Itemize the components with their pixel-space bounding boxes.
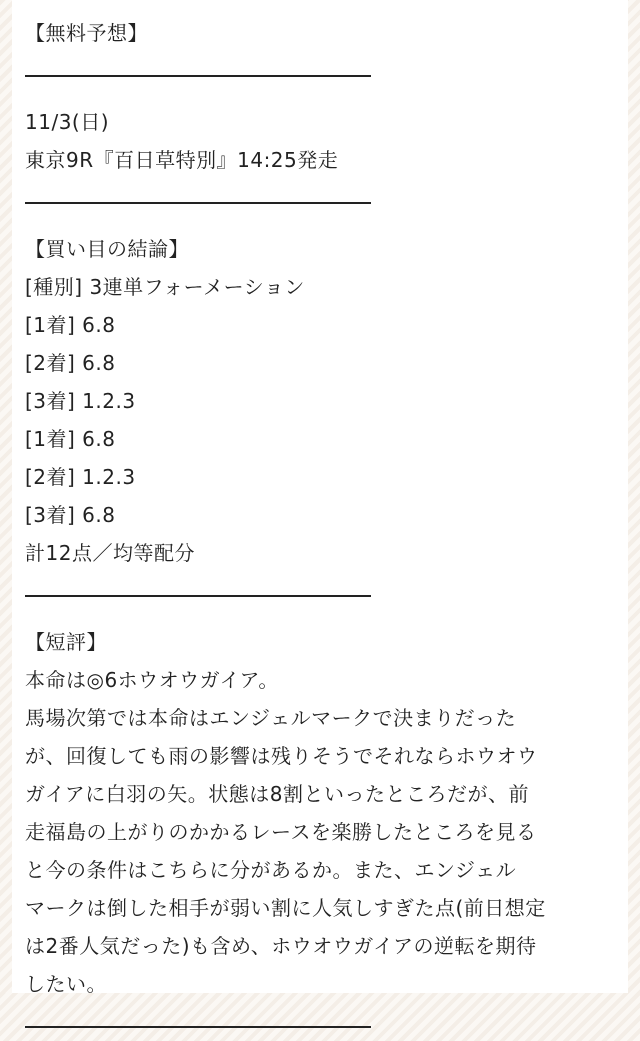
- divider: [25, 1003, 615, 1041]
- review-heading: 【短評】: [25, 630, 107, 654]
- review-line: は2番人気だった)も含め、ホウオウガイアの逆転を期待: [25, 934, 537, 958]
- review-line: が、回復しても雨の影響は残りそうでそれならホウオウ: [25, 744, 538, 768]
- formation-row: [1着] 6.8: [25, 427, 116, 451]
- review-line: マークは倒した相手が弱い割に人気しすぎた点(前日想定: [25, 896, 546, 920]
- formation-row: [3着] 1.2.3: [25, 389, 136, 413]
- divider: [25, 52, 615, 90]
- review-line: 本命は◎6ホウオウガイア。: [25, 668, 279, 692]
- conclusion-heading: 【買い目の結論】: [25, 237, 189, 261]
- review-line: したい。: [25, 972, 107, 996]
- review-line: ガイアに白羽の矢。状態は8割といったところだが、前: [25, 782, 530, 806]
- review-line: 走福島の上がりのかかるレースを楽勝したところを見る: [25, 820, 537, 844]
- bet-type: [種別] 3連単フォーメーション: [25, 275, 305, 299]
- bet-total: 計12点／均等配分: [25, 541, 195, 565]
- divider: [25, 572, 615, 610]
- race-info: 東京9R『百日草特別』14:25発走: [25, 148, 339, 172]
- formation-row: [2着] 6.8: [25, 351, 116, 375]
- article-body: [25, 14, 615, 1041]
- formation-row: [3着] 6.8: [25, 503, 116, 527]
- formation-row: [2着] 1.2.3: [25, 465, 136, 489]
- formation-row: [1着] 6.8: [25, 313, 116, 337]
- free-prediction-heading: 【無料予想】: [25, 21, 148, 45]
- review-line: と今の条件はこちらに分があるか。また、エンジェル: [25, 858, 517, 882]
- divider: [25, 179, 615, 217]
- review-line: 馬場次第では本命はエンジェルマークで決まりだった: [25, 706, 517, 730]
- race-date: 11/3(日): [25, 110, 110, 134]
